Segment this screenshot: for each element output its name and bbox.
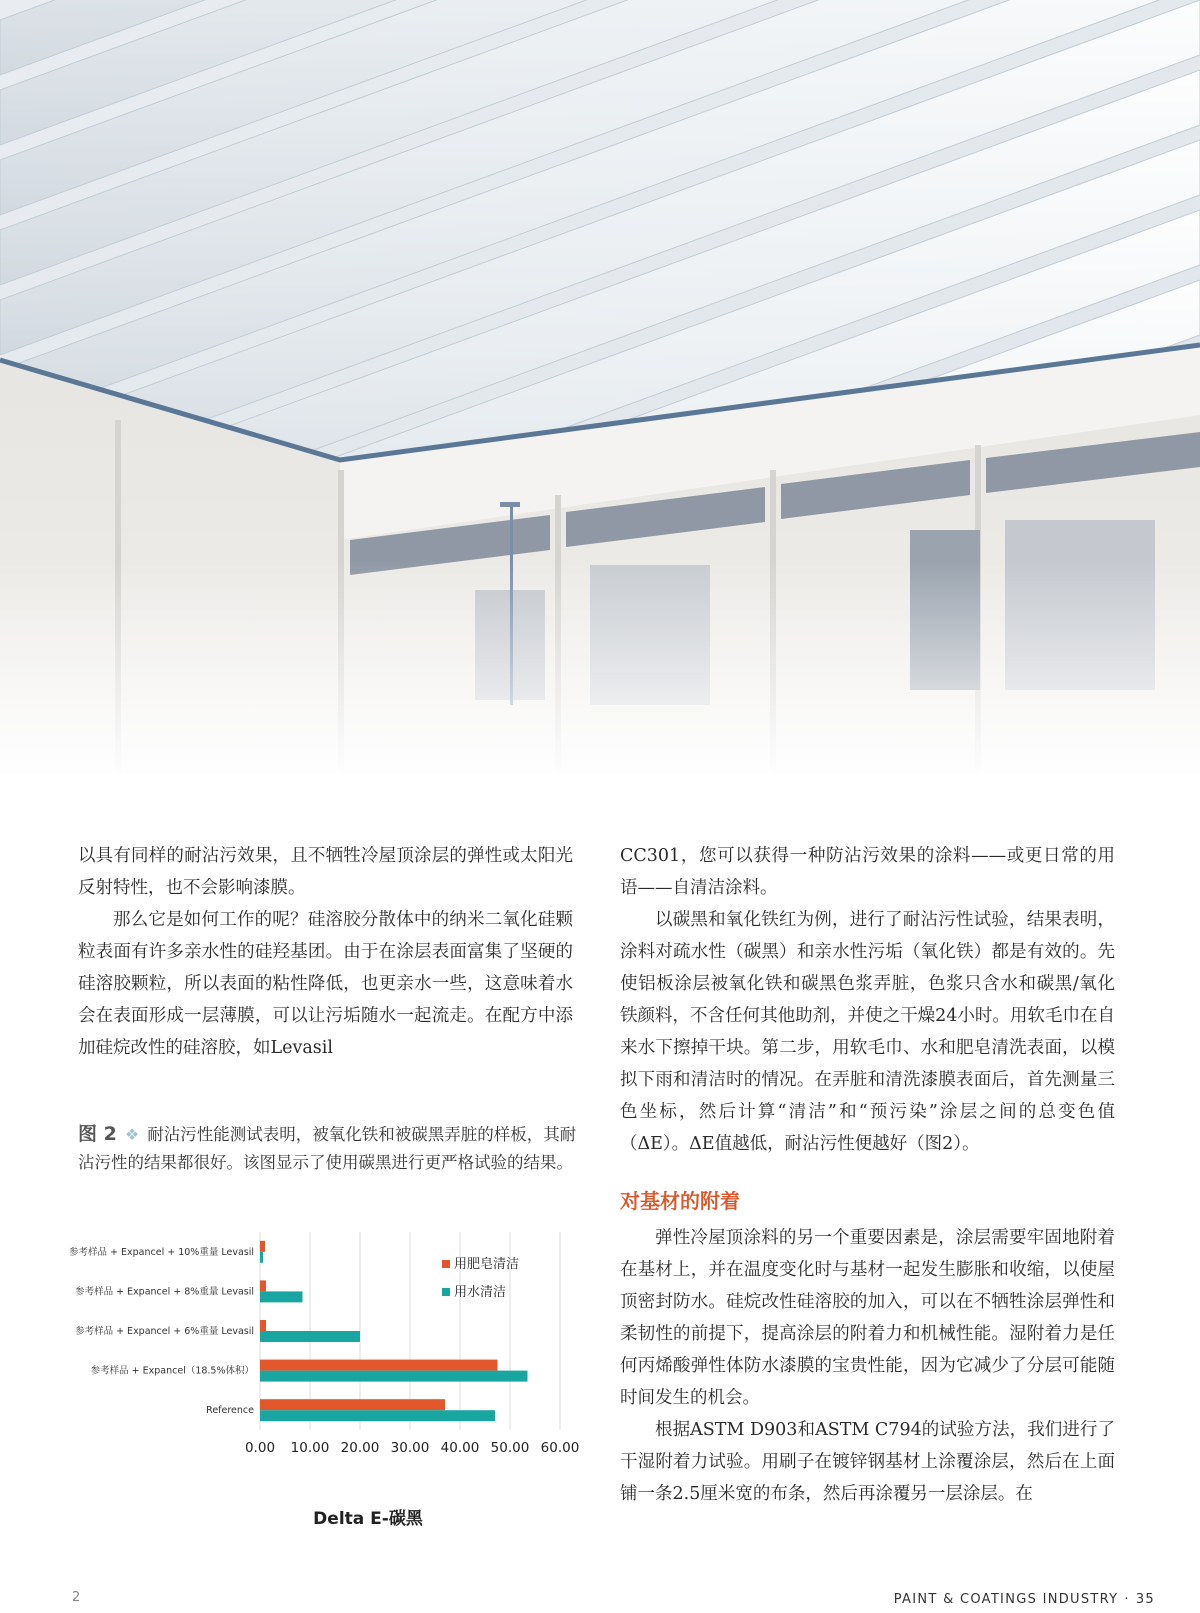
body-paragraph: 弹性冷屋顶涂料的另一个重要因素是，涂层需要牢固地附着在基材上，并在温度变化时与基材一起发生膨胀和收缩，以使屋顶密封防水。硅烷改性硅溶胶的加入，可以在不牺牲涂层弹性和柔韧性的前提下，提高涂层的附着力和机械性能。湿附着力是任何丙烯酸弹性体防水漆膜的宝贵性能，因为它减少了分层可能随时间发生的机会。 (620, 1228, 1115, 1408)
chart-category-labels (70, 1246, 254, 1416)
chart-bar (260, 1241, 265, 1252)
page-footer (894, 1592, 1155, 1607)
chart-bar (260, 1291, 303, 1302)
chart-x-tick-label: 50.00 (490, 1440, 530, 1456)
chart-x-tick-label: 30.00 (390, 1440, 430, 1456)
chart-legend (442, 1256, 519, 1300)
chart-bar (260, 1371, 528, 1382)
chart-bar (260, 1399, 445, 1410)
chart-x-tick-label: 10.00 (290, 1440, 330, 1456)
body-paragraph: 根据ASTM D903和ASTM C794的试验方法，我们进行了干湿附着力试验。用刷子在镀锌钢基材上涂覆涂层，然后在上面铺一条2.5厘米宽的布条，然后再涂覆另一层涂层。在 (620, 1420, 1115, 1504)
figure-caption (78, 1120, 578, 1177)
footer-separator: · (1124, 1592, 1130, 1607)
magazine-name: PAINT & COATINGS INDUSTRY (893, 1592, 1119, 1607)
chart-x-tick-label: 40.00 (440, 1440, 480, 1456)
chart-x-tick-labels (245, 1440, 579, 1456)
body-paragraph: 那么它是如何工作的呢？硅溶胶分散体中的纳米二氧化硅颗粒表面有许多亲水性的硅羟基团。由于在涂层表面富集了坚硬的硅溶胶颗粒，所以表面的粘性降低，也更亲水一些，这意味着水会在表面形成一层薄膜，可以让污垢随水一起流走。在配方中添加硅烷改性的硅溶胶，如Levasil (78, 910, 573, 1058)
page-number: 35 (1135, 1592, 1155, 1607)
figure-label: 图 2 (78, 1123, 117, 1145)
section-heading: 对基材的附着 (620, 1189, 740, 1213)
hero-roof-image (0, 0, 1200, 780)
legend-label: 用肥皂清洁 (454, 1257, 520, 1272)
legend-swatch (442, 1260, 450, 1268)
chart-x-axis-label: Delta E-碳黑 (313, 1509, 423, 1529)
legend-swatch (442, 1288, 450, 1296)
body-paragraph: 以碳黑和氧化铁红为例，进行了耐沾污性试验，结果表明，涂料对疏水性（碳黑）和亲水性污垢（氧化铁）都是有效的。先使铝板涂层被氧化铁和碳黑色浆弄脏，色浆只含水和碳黑/氧化铁颜料，不含任何其他助剂，并使之干燥24小时。用软毛巾在自来水下擦掉干块。第二步，用软毛巾、水和肥皂清洗表面，以模拟下雨和清洁时的情况。在弄脏和清洗漆膜表面后，首先测量三色坐标，然后计算“清洁”和“预污染”涂层之间的总变色值（ΔE）。ΔE值越低，耐沾污性便越好（图2）。 (620, 910, 1115, 1154)
chart-category-label: 参考样品 + Expancel + 10%重量 Levasil (70, 1246, 254, 1258)
body-paragraph: 以具有同样的耐沾污效果，且不牺牲冷屋顶涂层的弹性或太阳光反射特性，也不会影响漆膜。 (78, 846, 573, 898)
figure-caption-text: 耐沾污性能测试表明，被氧化铁和被碳黑弄脏的样板，其耐沾污性的结果都很好。该图显示了使用碳黑进行更严格试验的结果。 (78, 1125, 577, 1172)
chart-x-tick-label: 20.00 (340, 1440, 380, 1456)
chart-category-label: 参考样品 + Expancel + 6%重量 Levasil (75, 1326, 254, 1337)
chart-bar (260, 1252, 263, 1263)
chart-bar (260, 1280, 266, 1291)
chart-bar (260, 1320, 266, 1331)
stain-resistance-chart (70, 1230, 590, 1530)
chart-category-label: 参考样品 + Expancel（18.5%体积） (90, 1365, 254, 1377)
chart-bar (260, 1331, 360, 1342)
chart-category-label: Reference (206, 1405, 254, 1417)
chart-x-tick-label: 0.00 (244, 1440, 276, 1456)
legend-label: 用水清洁 (454, 1285, 507, 1300)
diamond-bullet-icon: ❖ (124, 1125, 140, 1144)
chart-category-label: 参考样品 + Expancel + 8%重量 Levasil (75, 1286, 254, 1298)
chart-bar (260, 1410, 495, 1421)
chart-x-tick-label: 60.00 (540, 1440, 580, 1456)
article-left-column (78, 840, 573, 1064)
body-paragraph: CC301，您可以获得一种防沾污效果的涂料——或更日常的用语——自清洁涂料。 (620, 846, 1115, 898)
page-left-mark: 2 (72, 1590, 81, 1605)
bar-chart-svg (70, 1230, 590, 1530)
chart-bar (260, 1360, 498, 1371)
article-right-column (620, 840, 1115, 1510)
